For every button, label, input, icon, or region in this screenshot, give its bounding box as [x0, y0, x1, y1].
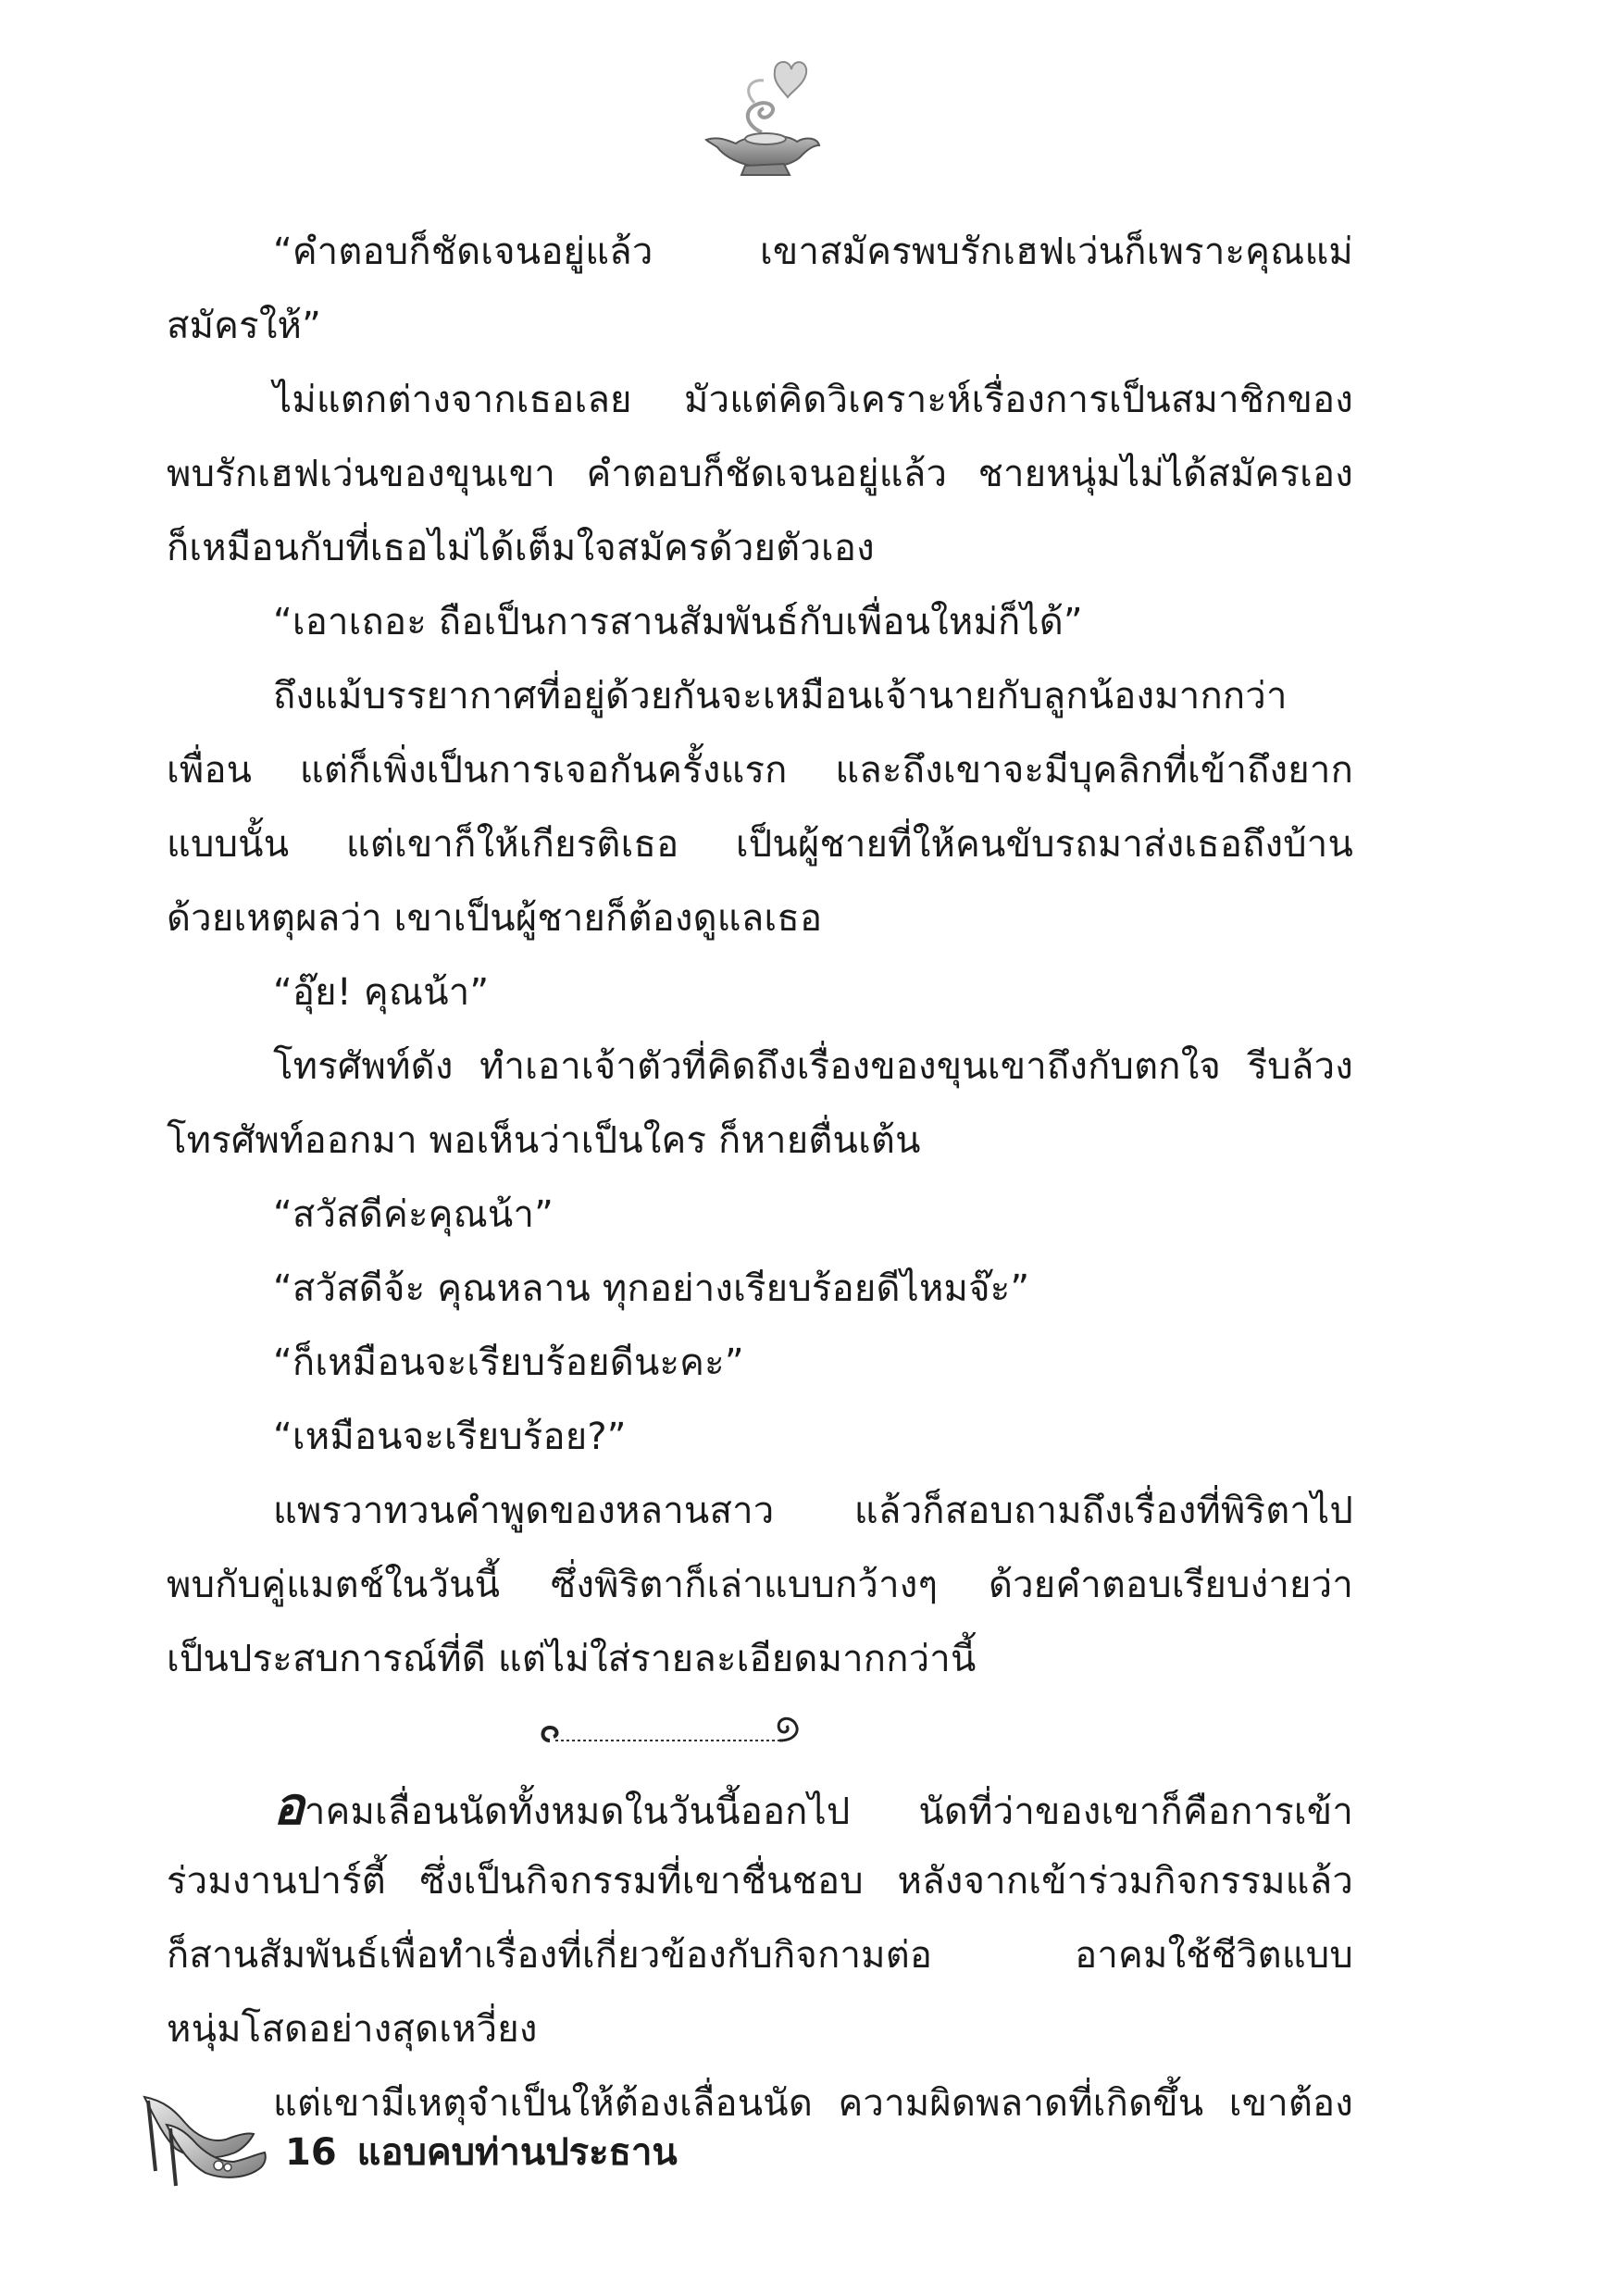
text-line: แพรวาทวนคำพูดของหลานสาว แล้วก็สอบถามถึงเรื่องที่พิริตาไป [273, 1490, 1353, 1532]
high-heel-shoes-icon [139, 2088, 268, 2190]
text-line: เพื่อน แต่ก็เพิ่งเป็นการเจอกันครั้งแรก และถึงเขาจะมีบุคลิกที่เข้าถึงยาก [167, 749, 1353, 792]
text-line: โทรศัพท์ออกมา พอเห็นว่าเป็นใคร ก็หายตื่นเต้น [167, 1119, 921, 1162]
text-line: ร่วมงานปาร์ตี้ ซึ่งเป็นกิจกรรมที่เขาชื่นชอบ หลังจากเข้าร่วมกิจกรรมแล้ว [167, 1860, 1353, 1903]
text-line: โทรศัพท์ดัง ทำเอาเจ้าตัวที่คิดถึงเรื่องของขุนเขาถึงกับตกใจ รีบล้วง [273, 1045, 1353, 1088]
drop-cap: อ [273, 1777, 305, 1837]
text-line: เป็นประสบการณ์ที่ดี แต่ไม่ใส่รายละเอียดมากกว่านี้ [167, 1638, 977, 1680]
text-line: หนุ่มโสดอย่างสุดเหวี่ยง [167, 2008, 538, 2051]
text-line: แบบนั้น แต่เขาก็ให้เกียรติเธอ เป็นผู้ชายที่ให้คนขับรถมาส่งเธอถึงบ้าน [167, 823, 1353, 866]
text-line: ก็เหมือนกับที่เธอไม่ได้เต็มใจสมัครด้วยตัวเอง [167, 527, 875, 569]
text-line: ด้วยเหตุผลว่า เขาเป็นผู้ชายก็ต้องดูแลเธอ [167, 897, 823, 940]
scroll-divider-icon [537, 1703, 815, 1759]
text-line: สมัครให้” [167, 305, 322, 347]
text-line-opening [167, 1770, 1353, 1844]
book-title: แอบคบท่านประธาน [356, 2131, 678, 2174]
text-line: “คำตอบก็ชัดเจนอยู่แล้ว เขาสมัครพบรักเฮฟเว่นก็เพราะคุณแม่ [273, 231, 1353, 273]
text-line: “ก็เหมือนจะเรียบร้อยดีนะคะ” [273, 1341, 744, 1384]
text-line: พบรักเฮฟเว่นของขุนเขา คำตอบก็ชัดเจนอยู่แล้ว ชายหนุ่มไม่ได้สมัครเอง [167, 453, 1353, 495]
text-line: “สวัสดีค่ะคุณน้า” [273, 1193, 554, 1236]
text-line-exclamation: “อุ๊ย! คุณน้า” [273, 971, 490, 1014]
text-line: “เหมือนจะเรียบร้อย?” [273, 1416, 627, 1458]
text-line: พบกับคู่แมตช์ในวันนี้ ซึ่งพิริตาก็เล่าแบบกว้างๆ ด้วยคำตอบเรียบง่ายว่า [167, 1564, 1353, 1606]
text-line: แต่เขามีเหตุจำเป็นให้ต้องเลื่อนนัด ความผิดพลาดที่เกิดขึ้น เขาต้อง [273, 2082, 1353, 2125]
text-line: “สวัสดีจ้ะ คุณหลาน ทุกอย่างเรียบร้อยดีไหมจ๊ะ” [273, 1267, 1030, 1310]
chapter-text [167, 215, 1353, 2140]
text-line: ไม่แตกต่างจากเธอเลย มัวแต่คิดวิเคราะห์เรื่องการเป็นสมาชิกของ [273, 379, 1353, 421]
text-line: ก็สานสัมพันธ์เพื่อทำเรื่องที่เกี่ยวข้องกับกิจกามต่อ อาคมใช้ชีวิตแบบ [167, 1934, 1353, 1977]
text-line-rest: าคมเลื่อนนัดทั้งหมดในวันนี้ออกไป นัดที่ว่าของเขาก็คือการเข้า [304, 1791, 1353, 1833]
genie-lamp-icon [690, 51, 828, 181]
text-line: ถึงแม้บรรยากาศที่อยู่ด้วยกันจะเหมือนเจ้านายกับลูกน้องมากกว่า [273, 675, 1288, 718]
text-line: “เอาเถอะ ถือเป็นการสานสัมพันธ์กับเพื่อนใหม่ก็ได้” [273, 601, 1083, 643]
page-number: 16 [285, 2131, 337, 2174]
scene-divider [167, 1696, 1353, 1770]
page-footer [139, 2088, 879, 2199]
footer-caption [285, 2125, 698, 2180]
